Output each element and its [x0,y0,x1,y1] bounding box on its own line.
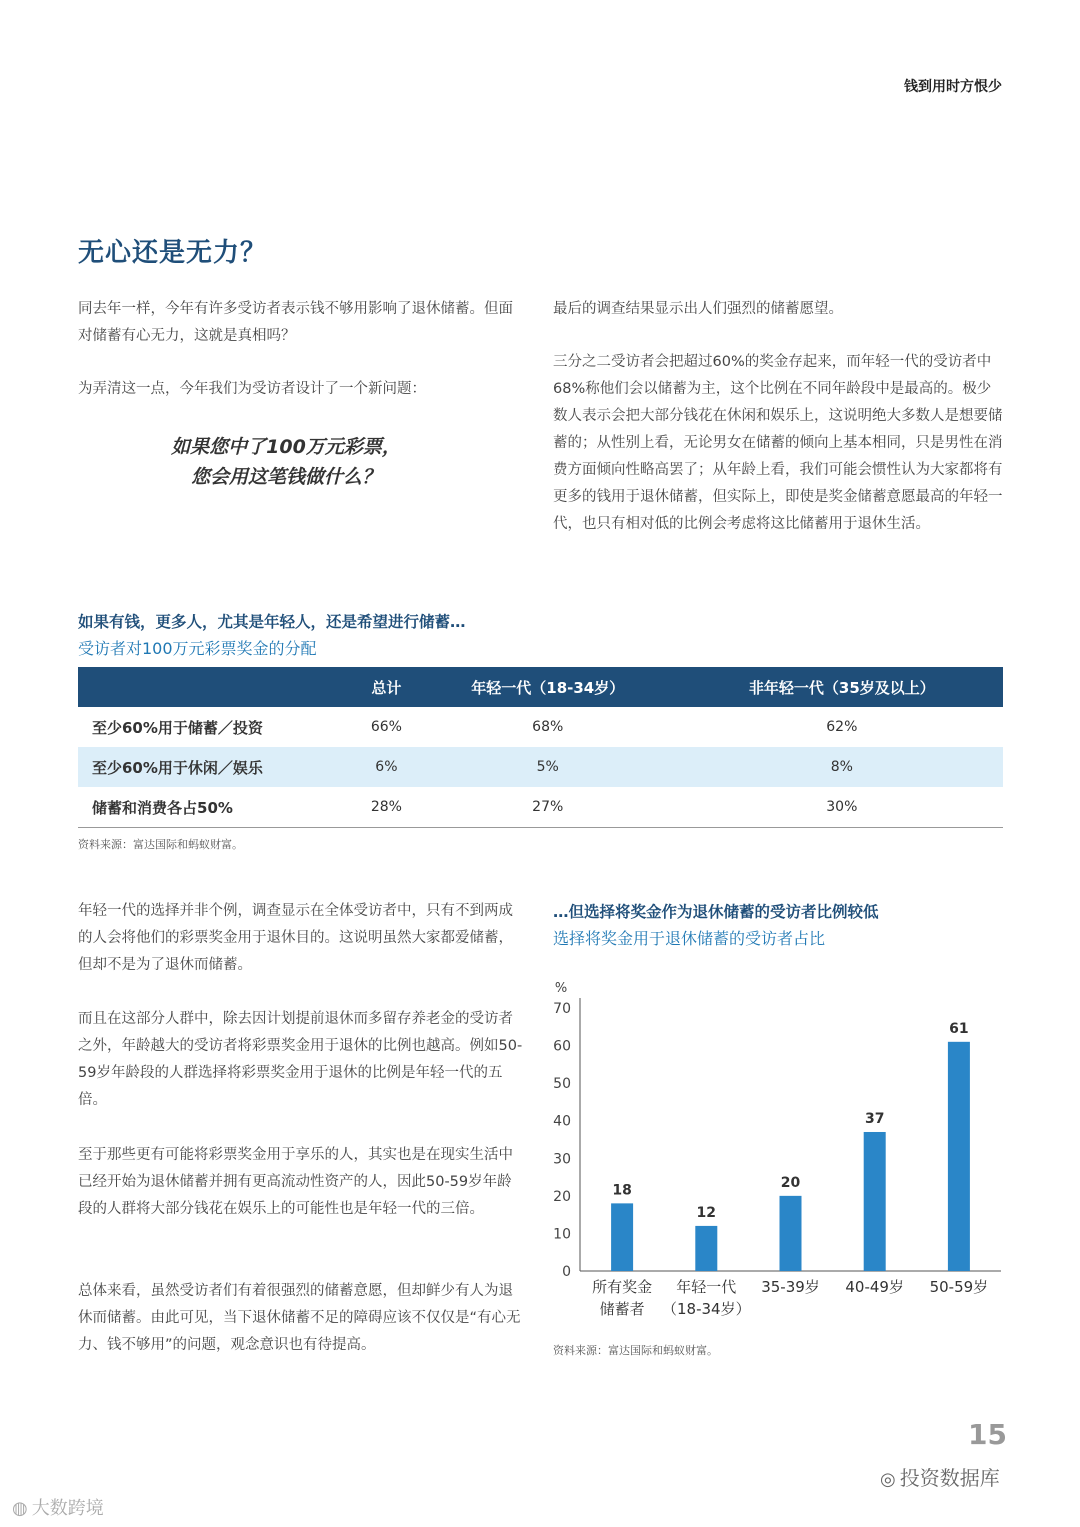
watermark-right-text: 投资数据库 [899,1466,1000,1490]
lower-paragraph-3: 至于那些更有可能将彩票奖金用于享乐的人，其实也是在现实生活中已经开始为退休储蓄并拥有更高流动性资产的人，因此50-59岁年龄段的人群将大部分钱花在娱乐上的可能性也是年轻一代的三倍。 [78,1147,513,1217]
bar [948,1042,970,1271]
quote-line-2: 您会用这笔钱做什么？ [190,466,381,488]
row-label: 至少60%用于休闲／娱乐 [78,747,358,787]
table-header-row [78,667,1003,707]
table-header-cell: 总计 [358,667,415,707]
lower-paragraph-2: 而且在这部分人群中，除去因计划提前退休而多留存养老金的受访者之外，年龄越大的受访者将彩票奖金用于退休的比例也越高。例如50-59岁年龄段的人群选择将彩票奖金用于退休的比例是年轻一代的五倍。 [78,1011,523,1108]
x-tick-label: 35-39岁 [761,1278,820,1296]
table-row [78,747,1003,787]
x-tick-label: 储蓄者 [599,1300,645,1318]
bar [864,1132,886,1271]
page-number: 15 [968,1418,1007,1451]
table-header-cell [78,667,358,707]
lottery-question [78,432,494,492]
watermark-right [880,1462,1000,1491]
x-tick-label: 50-59岁 [929,1278,989,1296]
y-tick-label: 40 [553,1113,571,1130]
table-row [78,787,1003,828]
bar [695,1226,717,1271]
chart-title: …但选择将奖金作为退休储蓄的受访者比例较低 [553,903,879,921]
cell-total: 66% [370,719,402,735]
table-subtitle: 受访者对100万元彩票奖金的分配 [78,639,317,658]
lower-paragraph-4: 总体来看，虽然受访者们有着很强烈的储蓄意愿，但却鲜少有人为退休而储蓄。由此可见，当下退休储蓄不足的障碍应该不仅仅是“有心无力、钱不够用”的问题，观念意识也有待提高。 [78,1283,521,1353]
bar-value-label: 18 [612,1182,632,1199]
cell-young: 27% [415,787,681,828]
wechat-icon: ◎ [880,1469,896,1490]
row-label: 至少60%用于储蓄／投资 [92,718,263,737]
y-tick-label: 70 [553,1001,571,1017]
table-header-cell: 非年轻一代（35岁及以上） [681,667,1003,707]
cell-young: 68% [532,719,564,735]
running-header: 钱到用时方恨少 [904,79,1002,95]
bar-value-label: 61 [949,1020,969,1037]
bar [780,1196,802,1271]
section-title: 无心还是无力？ [78,238,268,268]
lower-paragraph-1: 年轻一代的选择并非个例，调查显示在全体受访者中，只有不到两成的人会将他们的彩票奖金用于退休目的。这说明虽然大家都爱储蓄，但却不是为了退休而储蓄。 [78,903,513,973]
y-tick-label: 20 [553,1188,571,1205]
row-label: 储蓄和消费各占50% [78,787,358,828]
intro-paragraph-2: 为弄清这一点，今年我们为受访者设计了一个新问题： [78,381,426,397]
y-tick-label: 30 [553,1151,571,1168]
watermark-left [12,1494,104,1520]
y-tick-label: 0 [562,1264,571,1280]
x-tick-label: 40-49岁 [845,1278,904,1296]
cell-young: 5% [415,747,681,787]
bar-value-label: 12 [696,1204,717,1221]
bar-value-label: 37 [864,1110,885,1127]
table-title: 如果有钱，更多人，尤其是年轻人，还是希望进行储蓄… [78,613,466,631]
bar [611,1203,633,1271]
y-tick-label: 60 [553,1038,571,1055]
y-tick-label: 10 [553,1226,571,1243]
quote-line-1: 如果您中了100万元彩票， [171,436,401,458]
chart-source-note: 资料来源：富达国际和蚂蚁财富。 [553,1344,718,1357]
cell-total: 28% [358,787,415,828]
right-paragraph-1: 最后的调查结果显示出人们强烈的储蓄愿望。 [553,301,843,317]
right-paragraph-2: 三分之二受访者会把超过60%的奖金存起来，而年轻一代的受访者中68%称他们会以储蓄为主，这个比例在不同年龄段中是最高的。极少数人表示会把大部分钱花在休闲和娱乐上，这说明绝大多数人是想要储蓄的；从性别上看，无论男女在储蓄的倾向上基本相同，只是男性在消费方面倾向性略高罢了；从年龄上看，我们可能会惯性认为大家都将有更多的钱用于退休储蓄，但实际上，即使是奖金储蓄意愿最高的年轻一代，也只有相对低的比例会考虑将这比储蓄用于退休生活。 [553,354,1003,532]
y-axis-unit-label: % [554,981,568,996]
y-tick-label: 50 [553,1076,571,1093]
watermark-left-text: 大数跨境 [31,1498,104,1519]
x-tick-label: 所有奖金 [592,1278,653,1296]
table-source-note: 资料来源：富达国际和蚂蚁财富。 [78,838,243,851]
cell-older: 30% [681,787,1003,828]
cell-total: 6% [358,747,415,787]
table-row [78,707,1003,747]
cell-older: 62% [826,719,858,735]
allocation-table [78,667,1003,828]
brand-logo-icon: ◍ [12,1498,28,1519]
bar-value-label: 20 [780,1174,801,1191]
table-header-cell: 年轻一代（18-34岁） [415,667,681,707]
x-tick-label: （18-34岁） [662,1300,751,1318]
chart-subtitle: 选择将奖金用于退休储蓄的受访者占比 [553,929,826,948]
intro-paragraph-1: 同去年一样，今年有许多受访者表示钱不够用影响了退休储蓄。但面对储蓄有心无力，这就是真相吗？ [78,301,513,344]
retirement-savings-bar-chart [545,970,1015,1330]
x-tick-label: 年轻一代 [676,1278,737,1296]
cell-older: 8% [681,747,1003,787]
